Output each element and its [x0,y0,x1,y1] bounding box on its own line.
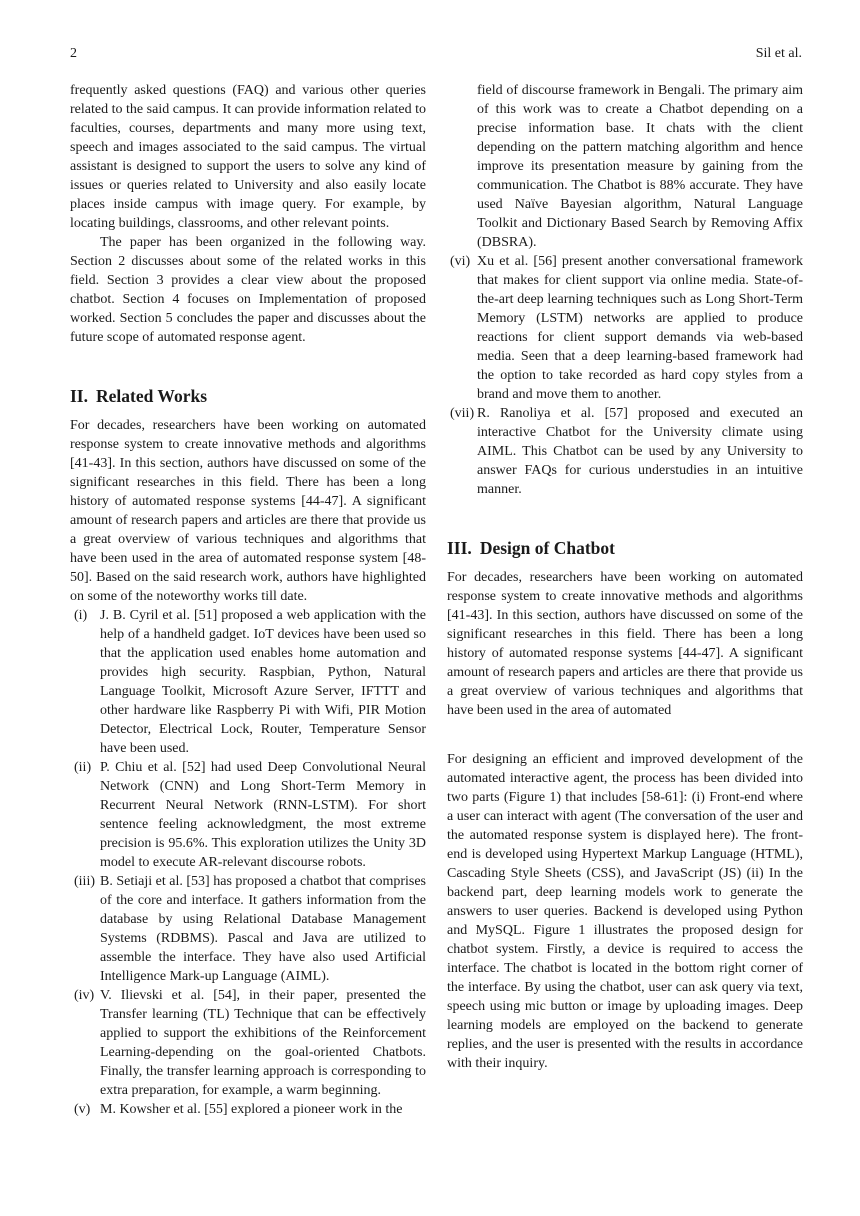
list-item-text: B. Setiaji et al. [53] has proposed a chatbot that comprises of the core and interface. It gathers information from the database by using Relational Database Management Systems (RDBMS). Pascal and Java are utilized to assemble the interface. They have also used Artificial Intelligence Mark-up Language (AIML). [100,874,426,984]
section-title: Related Works [96,386,207,406]
related-works-paragraph: For decades, researchers have been working on automated response system to create innovative methods and algorithms [41-43]. In this section, authors have discussed on some of the significant researches in this field. There has been a long history of automated response systems [44-47]. A significant amount of research papers and articles are there that provide us a great overview of various techniques and algorithms that have been used in the area of automated response system [48-50]. Based on the said research work, authors have highlighted on some of the noteworthy works till date. [70,418,426,604]
section-heading-design-of-chatbot [447,537,803,559]
list-marker: (i) [74,608,88,623]
list-marker: (vi) [450,254,471,269]
page-number: 2 [70,46,77,61]
list-item [447,252,803,404]
section-number: III. [447,538,472,558]
organization-paragraph: The paper has been organized in the following way. Section 2 discusses about some of the related works in this field. Section 3 provides a clear view about the proposed chatbot. Section 4 focuses on Implementation of proposed worked. Section 5 concludes the paper and discusses about the future scope of automated response agent. [70,235,426,345]
left-column [70,81,426,1119]
section-number: II. [70,386,88,406]
list-marker: (iii) [74,874,95,889]
related-works-list [70,606,426,1119]
intro-paragraph: frequently asked questions (FAQ) and various other queries related to the said campus. It can provide information related to faculties, courses, departments and many more using text, speech and images associated to the said campus. The virtual assistant is designed to support the users to solve any kind of issues or queries related to University and also easily locate places inside campus with image query. For example, by locating buildings, classrooms, and other relevant points. [70,83,426,231]
list-marker: (vii) [450,406,475,421]
related-works-list-continued [447,252,803,499]
section-heading-related-works [70,385,426,407]
list-item [447,404,803,499]
design-paragraph-2: For designing an efficient and improved development of the automated interactive agent, the process has been divided into two parts (Figure 1) that includes [58-61]: (i) Front-end where a user can interact with agent (The conversation of the user and the automated response system is displayed here). The front-end is developed using Hypertext Markup Language (HTML), Cascading Style Sheets (CSS), and JavaScript (JS) (ii) In the backend part, deep learning models work to generate the answers to user queries. Backend is developed using Python and MySQL. Figure 1 illustrates the proposed design for chatbot system. Firstly, a device is required to access the interface. The chatbot is located in the bottom right corner of the interface. By using the chatbot, user can ask query via text, speech using mic button or image by uploading images. Deep learning models are employed on the backend to generate replies, and the user is presented with the results in accordance with their inquiry. [447,752,803,1071]
list-item [70,606,426,758]
list-item-text: V. Ilievski et al. [54], in their paper, presented the Transfer learning (TL) Technique that can be effectively applied to support the exhibitions of the Reinforcement Learning-depending on the goal-oriented Chatbots. Finally, the transfer learning approach is corresponding to extra preparation, for example, a warm beginning. [100,988,426,1098]
list-item [70,986,426,1100]
list-item-text: Xu et al. [56] present another conversational framework that makes for client support via online media. State-of-the-art deep learning techniques such as Long Short-Term Memory (LSTM) networks are applied to produce reactions for client support demands via web-based media. Seen that a deep learning-based framework had the option to take recorded as hard copy styles from a brand and move them to another. [477,254,803,402]
list-item-text: R. Ranoliya et al. [57] proposed and executed an interactive Chatbot for the University climate using AIML. This Chatbot can be used by any University to answer FAQs for curious understudies in an intuitive manner. [477,406,803,497]
list-item [70,1100,426,1119]
list-item-text: M. Kowsher et al. [55] explored a pioneer work in the [100,1102,403,1117]
section-title: Design of Chatbot [479,538,615,558]
list-item-continuation: field of discourse framework in Bengali. The primary aim of this work was to create a Chatbot depending on a precise information base. It chats with the client depending on the pattern matching algorithm and hence improve its presentation measure by gaining from the communication. The Chatbot is 88% accurate. They have used Naïve Bayesian algorithm, Natural Language Toolkit and Dictionary Based Search by Removing Affix (DBSRA). [477,83,803,250]
list-marker: (ii) [74,760,92,775]
running-head: Sil et al. [755,46,802,61]
list-item [70,872,426,986]
list-item [70,758,426,872]
list-marker: (v) [74,1102,91,1117]
list-item-text: J. B. Cyril et al. [51] proposed a web application with the help of a handheld gadget. IoT devices have been used so that the application used enables home automation and provides high security. Raspbian, Python, Natural Language Toolkit, Microsoft Azure Server, IFTTT and other hardware like Raspberry Pi with Wifi, PIR Motion Detector, Electrical Lock, Router, Temperature Sensor have been used. [100,608,426,756]
list-item-text: P. Chiu et al. [52] had used Deep Convolutional Neural Network (CNN) and Long Short-Term Memory in Recurrent Neural Network (RNN-LSTM). For short sentence feeling acknowledgment, the most extreme precision is 95.6%. This exploration utilizes the Unity 3D model to execute AR-relevant discourse robots. [100,760,426,870]
right-column [447,81,803,1073]
list-marker: (iv) [74,988,95,1003]
design-paragraph-1: For decades, researchers have been working on automated response system to create innovative methods and algorithms [41-43]. In this section, authors have discussed on some of the significant researches in this field. There has been a long history of automated response systems [44-47]. A significant amount of research papers and articles are there that provide us a great overview of various techniques and algorithms that have been used in the area of automated [447,570,803,718]
